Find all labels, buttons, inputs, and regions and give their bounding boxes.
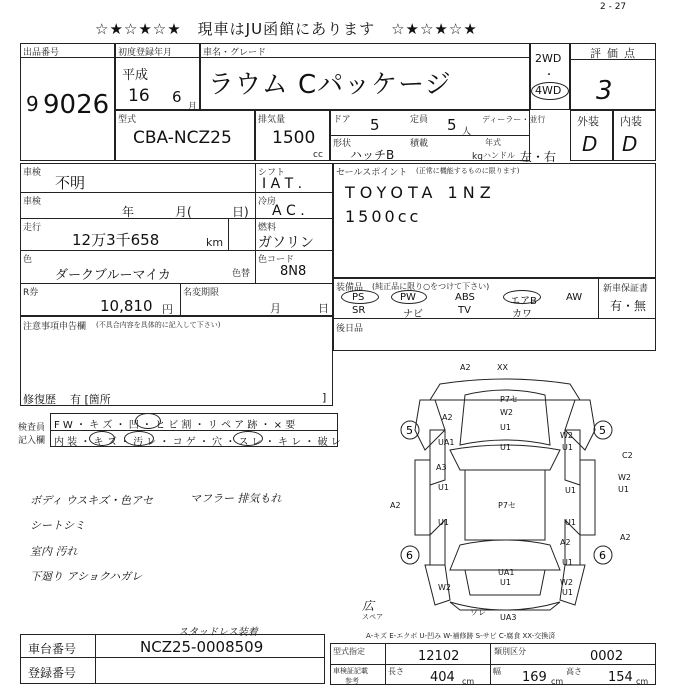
lot-prefix: 9 <box>26 92 39 116</box>
hw-note3: シートシミ <box>30 519 85 532</box>
color-code-label: 色コード <box>258 255 295 265</box>
load-label: 積載 <box>410 139 429 149</box>
height-value: 154 <box>608 670 633 685</box>
diag-label: U1 <box>565 486 576 495</box>
registration-year: 16 <box>128 86 150 106</box>
hw-note2: マフラー 排気もれ <box>190 492 282 505</box>
length-unit: cm <box>462 677 475 686</box>
spare-mark: 広 <box>362 599 375 613</box>
date-day: 日) <box>232 205 249 219</box>
inspection-value: 不明 <box>55 174 86 192</box>
registration-month-unit: 月 <box>188 102 198 112</box>
hw-note1: ボディ ウスキズ・色アセ <box>30 494 153 507</box>
displacement-unit: cc <box>313 150 323 160</box>
diag-label: W2 <box>618 473 631 482</box>
color-code-value: 8N8 <box>280 264 307 279</box>
model-designation-value: 12102 <box>418 649 460 664</box>
diag-label: XX <box>497 363 508 372</box>
sales-line2: 1500cc <box>345 207 422 226</box>
equip-tv: TV <box>458 305 471 316</box>
diag-label: U1 <box>438 518 449 527</box>
color-value: ダークブルーマイカ <box>55 268 171 283</box>
recycle-unit: 円 <box>162 303 173 316</box>
capacity-value: 5 <box>447 116 457 134</box>
diagram-legend: A-キズ E-エクボ U-凹み W-補修跡 S-サビ C-腐食 XX-交換済 <box>366 632 556 640</box>
registration-month: 6 <box>172 88 182 106</box>
inspector-label1: 検査員 <box>18 423 46 433</box>
inspection2-label: 車検 <box>23 197 42 207</box>
displacement-label: 排気量 <box>258 115 286 125</box>
date-month: 月( <box>175 205 192 219</box>
diag-label: P7セ <box>498 501 516 510</box>
fuel-value: ガソリン <box>258 235 314 251</box>
equip-leather: カワ <box>512 309 532 320</box>
length-value: 404 <box>430 670 455 685</box>
doors-label: ドア <box>333 115 351 125</box>
diag-label: UA1 <box>498 568 515 577</box>
name-change-month: 月 <box>270 302 281 315</box>
model-label: 型式 <box>118 115 137 125</box>
notes-label: 注意事項申告欄 <box>23 322 87 332</box>
class-label: 類別区分 <box>494 647 526 656</box>
handle-label: ハンドル <box>483 151 515 160</box>
load-unit: kg <box>472 152 483 162</box>
warranty-value: 有・無 <box>610 299 647 313</box>
equip-abs: ABS <box>455 292 475 303</box>
warranty-label: 新車保証書 <box>603 284 649 294</box>
diag-label: U1 <box>618 485 629 494</box>
rear-label: 後日品 <box>336 324 364 334</box>
spare-sub: スペア <box>362 613 383 621</box>
inspector-label2: 記入欄 <box>18 436 46 446</box>
height-label: 高さ <box>566 667 582 676</box>
equip-sr: SR <box>352 305 366 316</box>
diag-label: UA1 <box>438 438 455 447</box>
color-label: 色 <box>23 255 33 265</box>
notes-sub: (不具合内容を具体的に記入して下さい) <box>96 321 221 329</box>
sales-line1: TOYOTA 1NZ <box>345 183 496 202</box>
corner-number: 2 - 27 <box>600 2 627 12</box>
equipment-label: 装備品 <box>336 283 364 293</box>
capacity-unit: 人 <box>462 127 472 137</box>
hw-note6: スタッドレス装着 <box>178 627 258 638</box>
diag-label: U1 <box>562 588 573 597</box>
recycle-label: R券 <box>23 288 39 298</box>
shape-label: 形状 <box>333 139 352 149</box>
diag-label: U1 <box>565 518 576 527</box>
fuel-label: 燃料 <box>258 223 277 233</box>
width-value: 169 <box>522 670 547 685</box>
circle-label: 5 <box>599 424 606 437</box>
capacity-label: 定員 <box>410 115 429 125</box>
equip-airbag: エアB <box>510 296 537 307</box>
registration-label: 初度登録年月 <box>118 48 173 58</box>
diag-label: A2 <box>460 363 471 372</box>
color-code-small: 色替 <box>232 269 251 279</box>
diag-label: A2 <box>390 501 401 510</box>
circle-label: 6 <box>406 549 413 562</box>
diag-label: P7セ <box>500 395 518 404</box>
ac-value: A C . <box>272 203 305 219</box>
diag-label: U1 <box>500 423 511 432</box>
registration-era: 平成 <box>122 68 149 83</box>
date-year: 年 <box>122 205 135 219</box>
inspector-row2: 内 装 ・ キ ズ ・ 汚 レ ・ コ ゲ ・ 穴 ・ ス レ ・ キ レ ・ 破 レ <box>54 437 341 448</box>
name-change-label: 名変期限 <box>183 288 220 298</box>
mileage-label: 走行 <box>23 223 42 233</box>
sales-label: セールスポイント <box>336 168 408 178</box>
width-label: 幅 <box>493 667 501 676</box>
shift-label: シフト <box>258 168 286 178</box>
drive-4wd: 4WD <box>535 84 562 97</box>
mileage-value: 12万3千658 <box>72 231 160 249</box>
circle-label: 5 <box>406 424 413 437</box>
length-label: 長さ <box>388 667 404 676</box>
diag-label: A2 <box>442 413 453 422</box>
equip-ps: PS <box>352 292 365 303</box>
chassis-value: NCZ25-0008509 <box>140 638 264 656</box>
class-value: 0002 <box>590 649 624 664</box>
handle-value: 左・右 <box>520 150 557 164</box>
diag-label: A2 <box>560 538 571 547</box>
diag-label: UA3 <box>500 613 517 622</box>
interior-value: D <box>622 132 638 156</box>
grade-label: 評価点 <box>590 47 641 60</box>
car-diagram <box>390 363 635 622</box>
diag-label: U1 <box>438 483 449 492</box>
circle-label: 6 <box>599 549 606 562</box>
displacement-value: 1500 <box>272 128 316 148</box>
diag-label: C2 <box>622 451 633 460</box>
equip-pw: PW <box>400 292 416 303</box>
diag-label: W2 <box>438 583 451 592</box>
diag-label: U1 <box>500 443 511 452</box>
car-name: ラウム Cパッケージ <box>208 70 452 100</box>
dealer-label: ディーラー・並行 <box>482 115 546 124</box>
chassis-label: 車台番号 <box>28 642 77 656</box>
shift-value: I A T . <box>262 176 303 192</box>
exterior-value: D <box>582 132 598 156</box>
equip-aw: AW <box>566 292 583 303</box>
exterior-label: 外装 <box>577 115 599 128</box>
diag-label: W2 <box>560 431 573 440</box>
diag-label: U1 <box>500 578 511 587</box>
diag-label: A2 <box>620 533 631 542</box>
lot-number: 9026 <box>43 90 110 120</box>
interior-label: 内装 <box>620 115 642 128</box>
diag-label: W2 <box>500 408 513 417</box>
model-value: CBA-NCZ25 <box>133 128 232 148</box>
drive-dot: ・ <box>544 70 554 81</box>
repair-value: 有 [箇所 <box>70 393 111 406</box>
shape-value: ハッチB <box>350 148 395 162</box>
recycle-value: 10,810 <box>100 297 153 315</box>
diag-label: ワレ <box>470 608 486 617</box>
inspection-label: 車検 <box>23 168 42 178</box>
hw-note5: 下廻り アショクハガレ <box>30 570 143 583</box>
diag-label: U1 <box>562 443 573 452</box>
equip-navi: ナビ <box>403 309 423 320</box>
name-change-day: 日 <box>318 302 329 315</box>
width-unit: cm <box>551 677 564 686</box>
equipment-sub: (純正品に限り○をつけて下さい) <box>372 282 490 291</box>
inspector-row1: F W ・ キ ズ ・ 凹 ・ ヒ ビ 割 ・ リ ペ ア 跡 ・ × 要 <box>54 420 296 431</box>
diag-label: A3 <box>436 463 447 472</box>
ref-label: 参考 <box>345 677 359 685</box>
doors-value: 5 <box>370 116 380 134</box>
grade-score: 3 <box>596 76 613 106</box>
lot-label: 出品番号 <box>23 48 60 58</box>
model-designation-label: 型式指定 <box>333 647 365 656</box>
repair-end: ] <box>322 391 327 404</box>
cert-label: 車検証記載 <box>333 667 368 675</box>
drive-2wd: 2WD <box>535 52 562 65</box>
year-label: 年式 <box>485 138 501 147</box>
mileage-unit: km <box>206 236 224 249</box>
diag-label: U1 <box>562 558 573 567</box>
height-unit: cm <box>636 677 649 686</box>
repair-label: 修復歴 <box>23 393 56 406</box>
reg-label: 登録番号 <box>28 666 77 680</box>
sales-sub: (正常に機能するものに限ります) <box>416 167 520 175</box>
hw-note4: 室内 汚れ <box>30 545 78 558</box>
car-name-label: 車名・グレード <box>203 48 267 58</box>
banner: ☆★☆★☆★ 現車はJU函館にあります ☆★☆★☆★ <box>95 20 478 38</box>
diag-label: W2 <box>560 578 573 587</box>
ac-label: 冷房 <box>258 197 277 207</box>
